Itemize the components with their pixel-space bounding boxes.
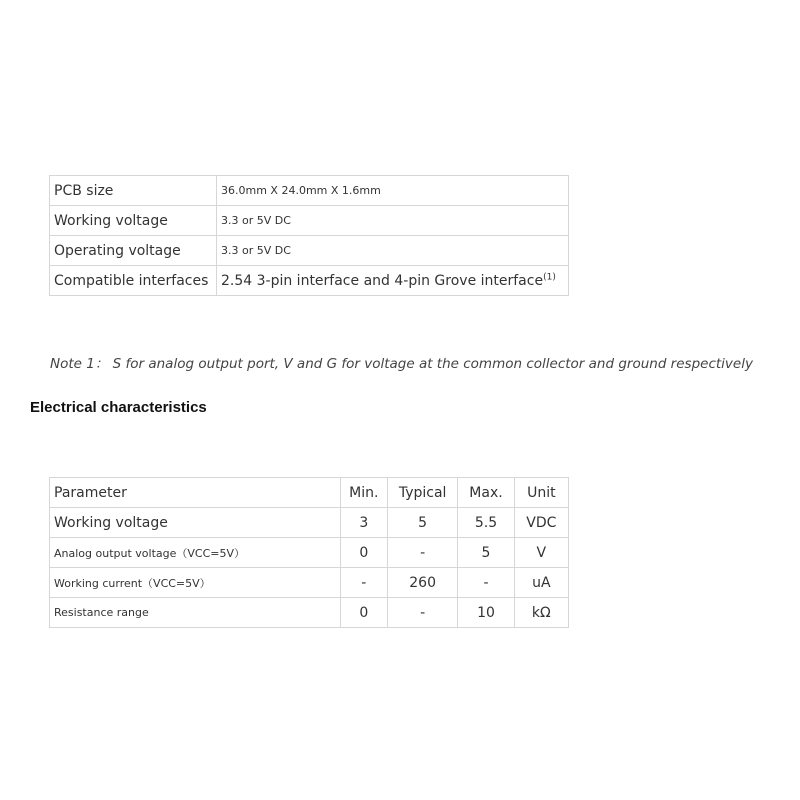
typical-cell: 5 [387, 508, 457, 538]
column-header: Typical [387, 478, 457, 508]
min-cell: 3 [340, 508, 387, 538]
table-row [50, 568, 569, 598]
table-row [50, 508, 569, 538]
max-cell: 10 [458, 598, 514, 628]
min-cell: 0 [340, 598, 387, 628]
spec-value: 3.3 or 5V DC [217, 206, 569, 236]
column-header: Min. [340, 478, 387, 508]
typical-cell: - [387, 538, 457, 568]
spec-table [49, 175, 569, 296]
typical-cell: 260 [387, 568, 457, 598]
max-cell: 5 [458, 538, 514, 568]
section-title: Electrical characteristics [30, 399, 207, 416]
spec-value [217, 266, 569, 296]
parameter-cell: Analog output voltage（VCC=5V） [50, 538, 341, 568]
spec-value: 3.3 or 5V DC [217, 236, 569, 266]
spec-label: Operating voltage [50, 236, 217, 266]
electrical-table [49, 477, 569, 628]
unit-cell: VDC [514, 508, 568, 538]
spec-value: 36.0mm X 24.0mm X 1.6mm [217, 176, 569, 206]
column-header: Parameter [50, 478, 341, 508]
table-row [50, 176, 569, 206]
table-row [50, 206, 569, 236]
table-header-row [50, 478, 569, 508]
unit-cell: kΩ [514, 598, 568, 628]
footnote-text: Note 1： S for analog output port, V and G for voltage at the common collector and ground respectively [50, 356, 753, 372]
spec-label: PCB size [50, 176, 217, 206]
max-cell: - [458, 568, 514, 598]
parameter-cell: Resistance range [50, 598, 341, 628]
table-row [50, 236, 569, 266]
table-row [50, 598, 569, 628]
spec-value-text: 2.54 3-pin interface and 4-pin Grove interface [221, 272, 544, 289]
spec-label: Compatible interfaces [50, 266, 217, 296]
unit-cell: uA [514, 568, 568, 598]
spec-label: Working voltage [50, 206, 217, 236]
max-cell: 5.5 [458, 508, 514, 538]
table-row [50, 538, 569, 568]
column-header: Max. [458, 478, 514, 508]
column-header: Unit [514, 478, 568, 508]
footnote-ref: (1) [543, 271, 556, 282]
table-row [50, 266, 569, 296]
min-cell: 0 [340, 538, 387, 568]
min-cell: - [340, 568, 387, 598]
parameter-cell: Working current（VCC=5V） [50, 568, 341, 598]
parameter-cell: Working voltage [50, 508, 341, 538]
unit-cell: V [514, 538, 568, 568]
typical-cell: - [387, 598, 457, 628]
